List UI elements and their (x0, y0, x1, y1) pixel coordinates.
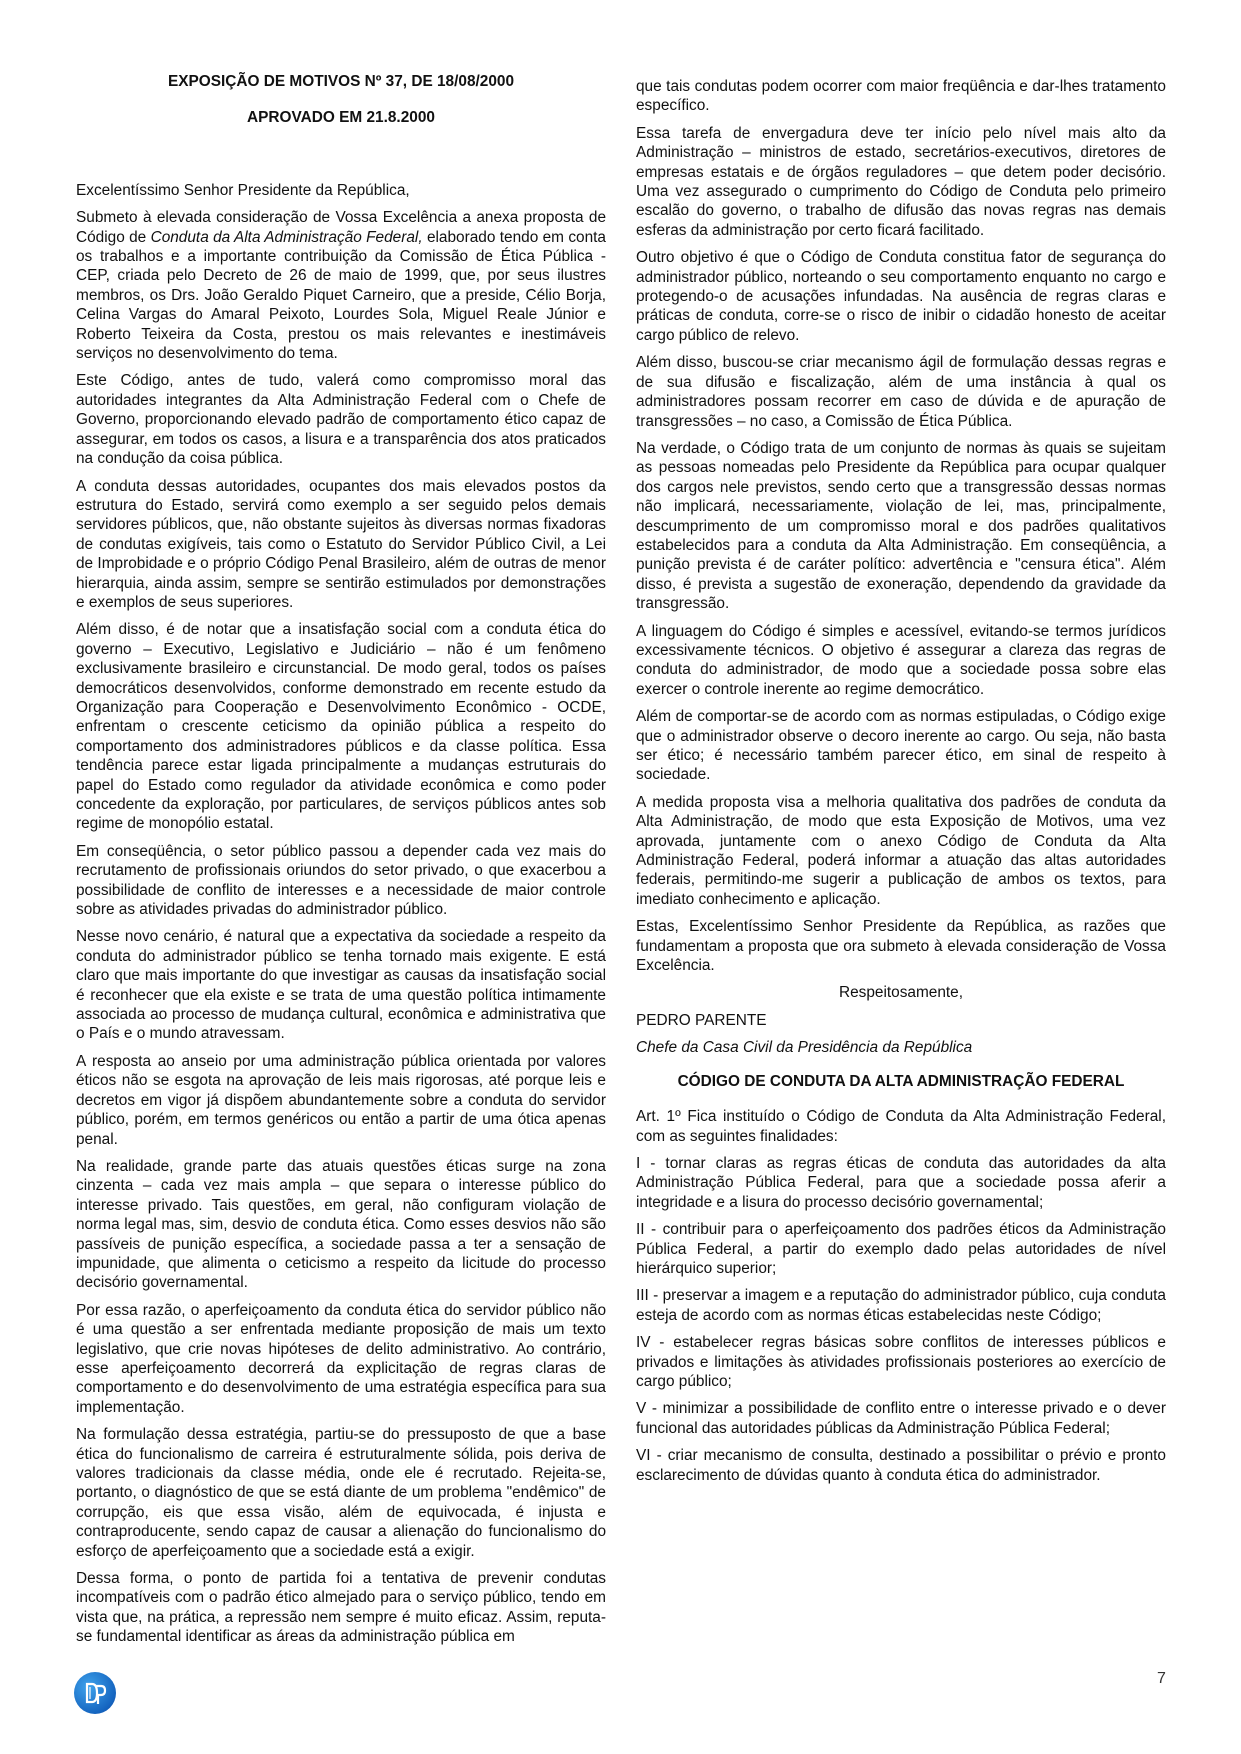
paragraph: Além disso, é de notar que a insatisfação social com a conduta ética do governo – Executivo, Legislativo e Judiciário – não é um fenômeno exclusivamente brasileiro e circunstancial. De modo geral, todos os países democráticos desenvolvidos, conforme demonstrado em recente estudo da Organização para Cooperação e Desenvolvimento Econômico - OCDE, enfrentam o crescente ceticismo da opinião pública a respeito do comportamento dos administradores públicos e da classe política. Essa tendência parece estar ligada principalmente a mudanças estruturais do papel do Estado como regulador da atividade econômica e como poder concedente da exploração, por particulares, de serviços públicos antes sob regime de monopólio estatal. (76, 621, 606, 833)
approval-subtitle: APROVADO EM 21.8.2000 (247, 109, 435, 127)
paragraph: A resposta ao anseio por uma administração pública orientada por valores éticos não se esgota na aprovação de leis mais rigorosas, até porque leis e decretos em vigor já dispõem abundantemente sobre a conduta do servidor público, porém, em termos genéricos ou então a partir de uma ótica apenas penal. (76, 1052, 606, 1148)
dp-logo-glyph (80, 1678, 110, 1708)
paragraph: A medida proposta visa a melhoria qualitativa dos padrões de conduta da Alta Administração, de modo que esta Exposição de Motivos, uma vez aprovada, juntamente com o anexo Código de Conduta da Alta Administração Federal, poderá informar a atuação das altas autoridades federais, permitindo-me sugerir a publicação de ambos os textos, para imediato conhecimento e aplicação. (636, 793, 1166, 908)
paragraph: Dessa forma, o ponto de partida foi a tentativa de prevenir condutas incompatíveis com o padrão ético almejado para o serviço público, tendo em vista que, na prática, a repressão nem sempre é muito eficaz. Assim, reputa-se fundamental identificar as áreas da administração pública em (76, 1570, 606, 1646)
paragraph: Nesse novo cenário, é natural que a expectativa da sociedade a respeito da conduta do administrador público se tenha tornado mais exigente. E está claro que mais importante do que investigar as causas da insatisfação social é reconhecer que ela existe e se trata de uma questão política intimamente associada ao processo de mudança cultural, econômica e administrativa que o País e o mundo atravessam. (76, 928, 606, 1043)
article-item: I - tornar claras as regras éticas de conduta das autoridades da alta Administração Pública Federal, para que a sociedade possa aferir a integridade e a lisura do processo decisório governamental; (636, 1154, 1166, 1211)
paragraph: Outro objetivo é que o Código de Conduta constitua fator de segurança do administrador público, norteando o seu comportamento enquanto no cargo e protegendo-o de acusações infundadas. Na ausência de regras claras e práticas de conduta, corre-se o risco de inibir o cidadão honesto de aceitar cargo público de relevo. (636, 249, 1166, 344)
paragraph: Este Código, antes de tudo, valerá como compromisso moral das autoridades integrantes da Alta Administração Federal com o Chefe de Governo, proporcionando elevado padrão de comportamento ético capaz de assegurar, em todos os casos, a lisura e a transparência dos atos praticados na condução da coisa pública. (76, 372, 606, 468)
code-title: CÓDIGO DE CONDUTA DA ALTA ADMINISTRAÇÃO FEDERAL (677, 1072, 1125, 1090)
article-item: III - preservar a imagem e a reputação do administrador público, cuja conduta esteja de acordo com as normas éticas estabelecidas neste Código; (636, 1287, 1166, 1324)
article-item: V - minimizar a possibilidade de conflito entre o interesse privado e o dever funcional das autoridades públicas da Administração Pública Federal; (636, 1400, 1166, 1437)
article-1: Art. 1º Fica instituído o Código de Conduta da Alta Administração Federal, com as seguintes finalidades: (636, 1108, 1166, 1145)
paragraph: Na verdade, o Código trata de um conjunto de normas às quais se sujeitam as pessoas nomeadas pelo Presidente da República para ocupar qualquer dos cargos nele previstos, sendo certo que a transgressão dessas normas não implicará, necessariamente, violação de lei, mas, principalmente, descumprimento de um compromisso moral e dos padrões qualitativos estabelecidos para a conduta da Alta Administração. Em conseqüência, a punição prevista é de caráter político: advertência e "censura ética". Além disso, é prevista a sugestão de exoneração, dependendo da gravidade da transgressão. (636, 439, 1166, 613)
paragraph: Além disso, buscou-se criar mecanismo ágil de formulação dessas regras e de sua difusão e fiscalização, além de uma instância à qual os administradores possam recorrer em caso de dúvida e de apuração de transgressões – no caso, a Comissão de Ética Pública. (636, 354, 1166, 430)
paragraph (76, 208, 606, 363)
right-column (636, 77, 1166, 1493)
left-column (76, 72, 606, 1655)
paragraph: Estas, Excelentíssimo Senhor Presidente da República, as razões que fundamentam a proposta que ora submeto à elevada consideração de Vossa Excelência. (636, 918, 1166, 975)
closing: Respeitosamente, (838, 984, 964, 1002)
paragraph: Por essa razão, o aperfeiçoamento da conduta ética do servidor público não é uma questão a ser enfrentada mediante proposição de mais um texto legislativo, que crie novas hipóteses de delito administrativo. Ao contrário, esse aperfeiçoamento decorrerá da explicitação de regras claras de comportamento e do desenvolvimento de uma estratégia específica para sua implementação. (76, 1301, 606, 1416)
paragraph: A linguagem do Código é simples e acessível, evitando-se termos jurídicos excessivamente técnicos. O objetivo é assegurar a clareza das regras de conduta do administrador, de modo que a sociedade possa sobre elas exercer o controle inerente ao regime democrático. (636, 622, 1166, 698)
text-span: elaborado tendo em conta os trabalhos e a importante contribuição da Comissão de Ética Pública - CEP, criada pelo Decreto de 26 de maio de 1999, que, por seus ilustres membros, os Drs. João Geraldo Piquet Carneiro, que a preside, Célio Borja, Celina Vargas do Amaral Peixoto, Lourdes Sola, Miguel Reale Júnior e Roberto Teixeira da Costa, prestou os mais relevantes e inestimáveis serviços no desenvolvimento do tema. (76, 228, 606, 363)
signatory-name: PEDRO PARENTE (636, 1011, 767, 1029)
paragraph: Em conseqüência, o setor público passou a depender cada vez mais do recrutamento de profissionais oriundos do setor privado, o que exacerbou a possibilidade de conflito de interesses e a necessidade de maior controle sobre as atividades privadas do administrador público. (76, 842, 606, 919)
article-item: II - contribuir para o aperfeiçoamento dos padrões éticos da Administração Pública Federal, a partir do exemplo dado pelas autoridades de nível hierárquico superior; (636, 1221, 1166, 1277)
paragraph: A conduta dessas autoridades, ocupantes dos mais elevados postos da estrutura do Estado, servirá como exemplo a ser seguido pelos demais servidores públicos, que, não obstante sujeitos às diversas normas fixadoras de condutas exigíveis, tais como o Estatuto do Servidor Público Civil, a Lei de Improbidade e o próprio Código Penal Brasileiro, além de outras de menor hierarquia, ainda assim, sempre se sentirão estimulados por demonstrações e exemplos de seus superiores. (76, 477, 606, 611)
paragraph: que tais condutas podem ocorrer com maior freqüência e dar-lhes tratamento específico. (636, 78, 1166, 115)
paragraph: Além de comportar-se de acordo com as normas estipuladas, o Código exige que o administrador observe o decoro inerente ao cargo. Ou seja, não basta ser ético; é necessário também parecer ético, em sinal de respeito à sociedade. (636, 708, 1166, 784)
article-item: IV - estabelecer regras básicas sobre conflitos de interesses públicos e privados e limitações às atividades profissionais posteriores ao exercício de cargo público; (636, 1334, 1166, 1390)
document-title: EXPOSIÇÃO DE MOTIVOS Nº 37, DE 18/08/2000 (167, 73, 515, 90)
signatory-title: Chefe da Casa Civil da Presidência da República (636, 1039, 973, 1057)
salutation: Excelentíssimo Senhor Presidente da República, (76, 181, 410, 199)
paragraph: Na realidade, grande parte das atuais questões éticas surge na zona cinzenta – cada vez mais ampla – que separa o interesse público do interesse privado. Tais questões, em geral, não configuram violação de norma legal mas, sim, desvio de conduta ética. Como esses desvios não são passíveis de punição específica, a sociedade passa a ter a sensação de impunidade, que alimenta o ceticismo a respeito da licitude do processo decisório governamental. (76, 1157, 606, 1292)
italic-code-name: Conduta da Alta Administração Federal, (150, 228, 423, 246)
article-item: VI - criar mecanismo de consulta, destinado a possibilitar o prévio e pronto esclarecimento de dúvidas quanto à conduta ética do administrador. (636, 1447, 1166, 1484)
page-number: 7 (1157, 1670, 1166, 1687)
dp-logo-icon (74, 1672, 116, 1714)
paragraph: Na formulação dessa estratégia, partiu-se do pressuposto de que a base ética do funcionalismo de carreira é estruturalmente sólida, pois deriva de valores tradicionais da classe média, onde ele é recrutado. Rejeita-se, portanto, o diagnóstico de que se está diante de um problema "endêmico" de corrupção, eis que essa visão, além de equivocada, é injusta e contraproducente, sendo capaz de causar a alienação do funcionalismo do esforço de aperfeiçoamento que a sociedade está a exigir. (76, 1426, 606, 1560)
text-span: Submeto à elevada consideração de Vossa Excelência a anexa proposta de Código de (76, 209, 606, 246)
paragraph: Essa tarefa de envergadura deve ter início pelo nível mais alto da Administração – ministros de estado, secretários-executivos, diretores de empresas estatais e de órgãos reguladores – que detem poder decisório. Uma vez assegurado o cumprimento do Código de Conduta pelo primeiro escalão do governo, o trabalho de difusão das novas regras nas demais esferas da administração por certo ficará facilitado. (636, 124, 1166, 239)
